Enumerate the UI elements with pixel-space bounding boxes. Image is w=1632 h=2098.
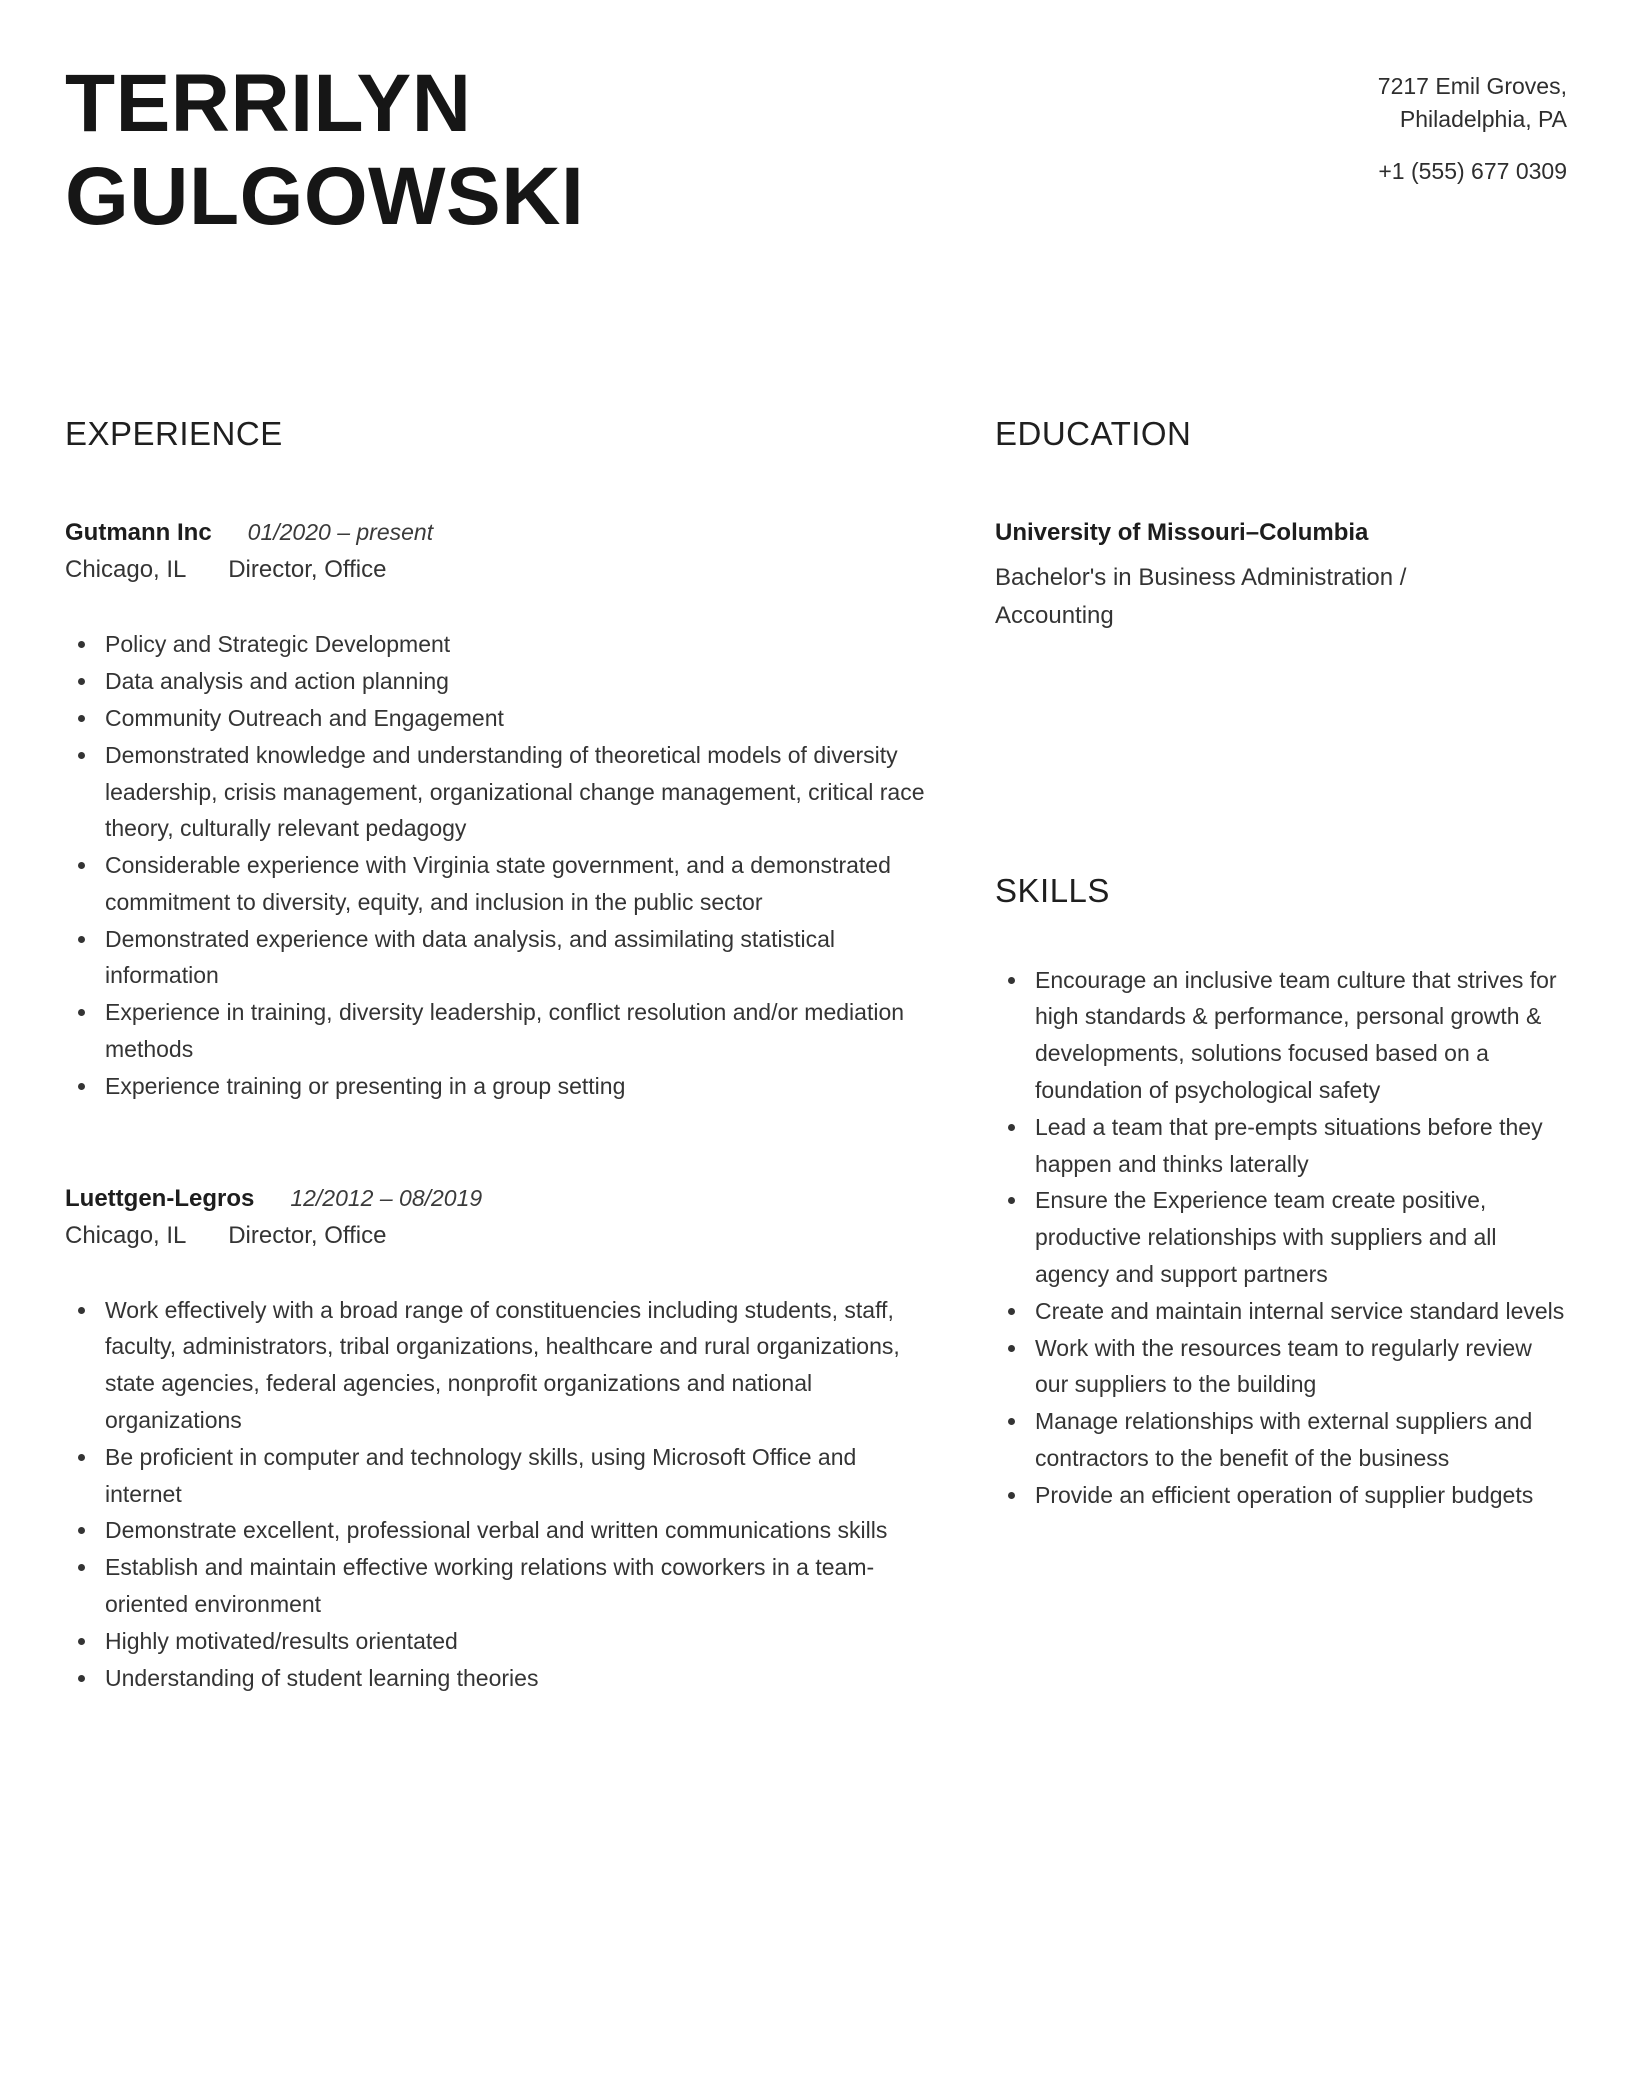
- job-dates: 12/2012 – 08/2019: [290, 1184, 483, 1211]
- bullet-item: • Ensure the Experience team create positive, productive relationships with suppliers and all agency and support partners: [1029, 1182, 1567, 1292]
- bullet-item: • Work with the resources team to regularly review our suppliers to the building: [1029, 1330, 1567, 1404]
- bullet-item: • Understanding of student learning theories: [99, 1660, 937, 1697]
- phone-number: +1 (555) 677 0309: [1378, 157, 1567, 184]
- header: [65, 58, 1567, 243]
- skills-bullet-list: [995, 962, 1567, 1514]
- job-role: Director, Office: [228, 1221, 387, 1249]
- skills-section: [995, 872, 1567, 1514]
- bullet-item: • Highly motivated/results orientated: [99, 1623, 937, 1660]
- address-line1: 7217 Emil Groves,: [1377, 73, 1567, 99]
- bullet-item: • Manage relationships with external suppliers and contractors to the benefit of the business: [1029, 1403, 1567, 1477]
- job-role: Director, Office: [228, 556, 387, 584]
- candidate-name-line1: TERRILYN: [65, 58, 472, 149]
- experience-heading: EXPERIENCE: [65, 415, 283, 453]
- bullet-item: • Provide an efficient operation of supplier budgets: [1029, 1477, 1567, 1514]
- bullet-item: • Community Outreach and Engagement: [99, 700, 937, 737]
- address-line2: Philadelphia, PA: [1399, 106, 1567, 133]
- bullet-item: • Create and maintain internal service standard levels: [1029, 1293, 1567, 1330]
- bullet-item: • Establish and maintain effective working relations with coworkers in a team-oriented environment: [99, 1549, 937, 1623]
- candidate-name-line2: GULGOWSKI: [65, 150, 585, 242]
- bullet-item: • Demonstrated knowledge and understanding of theoretical models of diversity leadership, crisis management, organizational change management, critical race theory, culturally relevant pedagogy: [99, 737, 937, 847]
- bullet-item: • Encourage an inclusive team culture that strives for high standards & performance, personal growth & developments, solutions focused based on a foundation of psychological safety: [1029, 962, 1567, 1109]
- bullet-item: • Demonstrate excellent, professional verbal and written communications skills: [99, 1512, 937, 1549]
- job-subheader: [65, 556, 937, 584]
- bullet-item: • Considerable experience with Virginia state government, and a demonstrated commitment to diversity, equity, and inclusion in the public sector: [99, 847, 937, 921]
- job-header: [65, 519, 937, 547]
- bullet-item: • Be proficient in computer and technology skills, using Microsoft Office and internet: [99, 1439, 937, 1513]
- job-bullet-list: [65, 626, 937, 1104]
- company-name: Gutmann Inc: [65, 519, 212, 547]
- job-location: Chicago, IL: [65, 1221, 186, 1249]
- job-bullet-list: [65, 1292, 937, 1697]
- education-heading: EDUCATION: [995, 415, 1192, 453]
- job-dates: 01/2020 – present: [247, 519, 434, 546]
- bullet-item: • Lead a team that pre-empts situations before they happen and thinks laterally: [1029, 1109, 1567, 1183]
- job-entry-gutmann: [65, 519, 937, 1104]
- bullet-item: • Policy and Strategic Development: [99, 626, 937, 663]
- education-section: [995, 415, 1567, 633]
- job-location: Chicago, IL: [65, 556, 186, 584]
- right-column: [995, 415, 1567, 1696]
- bullet-item: • Experience training or presenting in a group setting: [99, 1068, 937, 1105]
- degree-name: Bachelor's in Business Administration / Accounting: [995, 564, 1407, 629]
- school-name: University of Missouri–Columbia: [995, 519, 1369, 547]
- bullet-item: • Work effectively with a broad range of constituencies including students, staff, faculty, administrators, tribal organizations, healthcare and rural organizations, state agencies, federal agencies, nonprofit organizations and national organizations: [99, 1292, 937, 1439]
- company-name: Luettgen-Legros: [65, 1184, 255, 1212]
- candidate-name: [65, 58, 584, 243]
- bullet-item: • Experience in training, diversity leadership, conflict resolution and/or mediation methods: [99, 994, 937, 1068]
- contact-info: [1378, 58, 1567, 188]
- experience-section: [65, 415, 937, 1696]
- job-header: [65, 1185, 937, 1213]
- job-subheader: [65, 1222, 937, 1250]
- bullet-item: • Data analysis and action planning: [99, 663, 937, 700]
- job-entry-luettgen-legros: [65, 1185, 937, 1697]
- bullet-item: • Demonstrated experience with data analysis, and assimilating statistical information: [99, 921, 937, 995]
- content-columns: [65, 415, 1567, 1696]
- skills-heading: SKILLS: [995, 871, 1110, 909]
